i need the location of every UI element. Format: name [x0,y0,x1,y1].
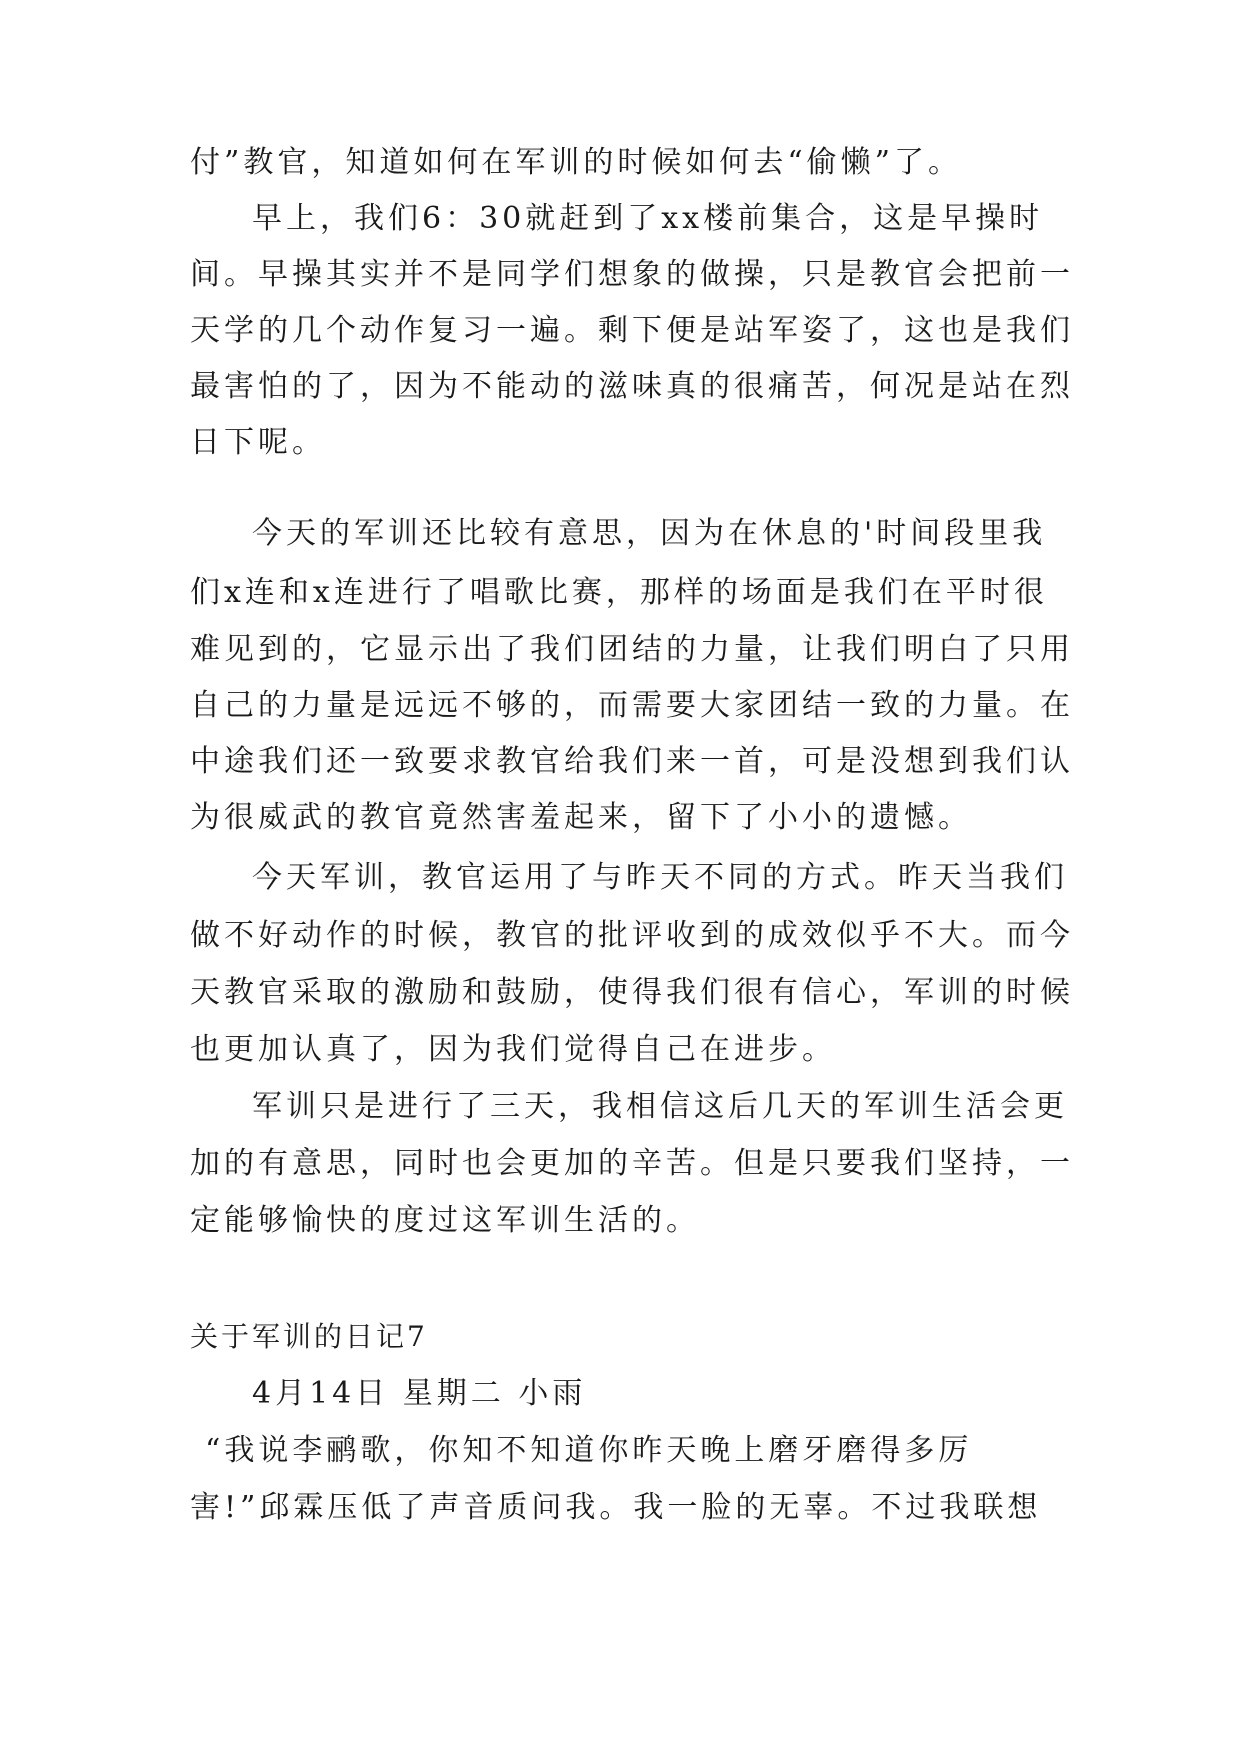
text-line: 定能够愉快的度过这军训生活的。 [190,1203,700,1238]
text-line: 天学的几个动作复习一遍。剩下便是站军姿了，这也是我们 [190,313,1074,348]
text-line: 中途我们还一致要求教官给我们来一首，可是没想到我们认 [190,744,1074,779]
text-line: 为很威武的教官竟然害羞起来，留下了小小的遗憾。 [190,800,972,835]
diary-date-line: 4月14日 星期二 小雨 [252,1376,587,1411]
text-line: 天教官采取的激励和鼓励，使得我们很有信心，军训的时候 [190,975,1074,1010]
text-line: “我说李鹂歌，你知不知道你昨天晚上磨牙磨得多厉 [205,1433,973,1468]
text-line: 军训只是进行了三天，我相信这后几天的军训生活会更 [252,1089,1068,1124]
text-line: 最害怕的了，因为不能动的滋味真的很痛苦，何况是站在烈 [190,369,1074,404]
text-line: 们x连和x连进行了唱歌比赛，那样的场面是我们在平时很 [190,575,1048,610]
text-line: 付”教官，知道如何在军训的时候如何去“偷懒”了。 [190,145,963,180]
text-line: 早上，我们6：30就赶到了xx楼前集合，这是早操时 [252,201,1044,236]
text-line: 今天军训，教官运用了与昨天不同的方式。昨天当我们 [252,860,1068,895]
text-line: 做不好动作的时候，教官的批评收到的成效似乎不大。而今 [190,918,1074,953]
text-line: 自己的力量是远远不够的，而需要大家团结一致的力量。在 [190,688,1074,723]
text-line: 间。早操其实并不是同学们想象的做操，只是教官会把前一 [190,257,1074,292]
text-line: 难见到的，它显示出了我们团结的力量，让我们明白了只用 [190,632,1074,667]
text-line: 日下呢。 [190,425,326,460]
text-line: 今天的军训还比较有意思，因为在休息的'时间段里我 [252,516,1047,551]
text-line: 加的有意思，同时也会更加的辛苦。但是只要我们坚持，一 [190,1146,1074,1181]
section-heading: 关于军训的日记7 [190,1320,428,1353]
text-line: 也更加认真了，因为我们觉得自己在进步。 [190,1032,836,1067]
text-line: 害!”邱霖压低了声音质问我。我一脸的无辜。不过我联想 [190,1490,1042,1525]
